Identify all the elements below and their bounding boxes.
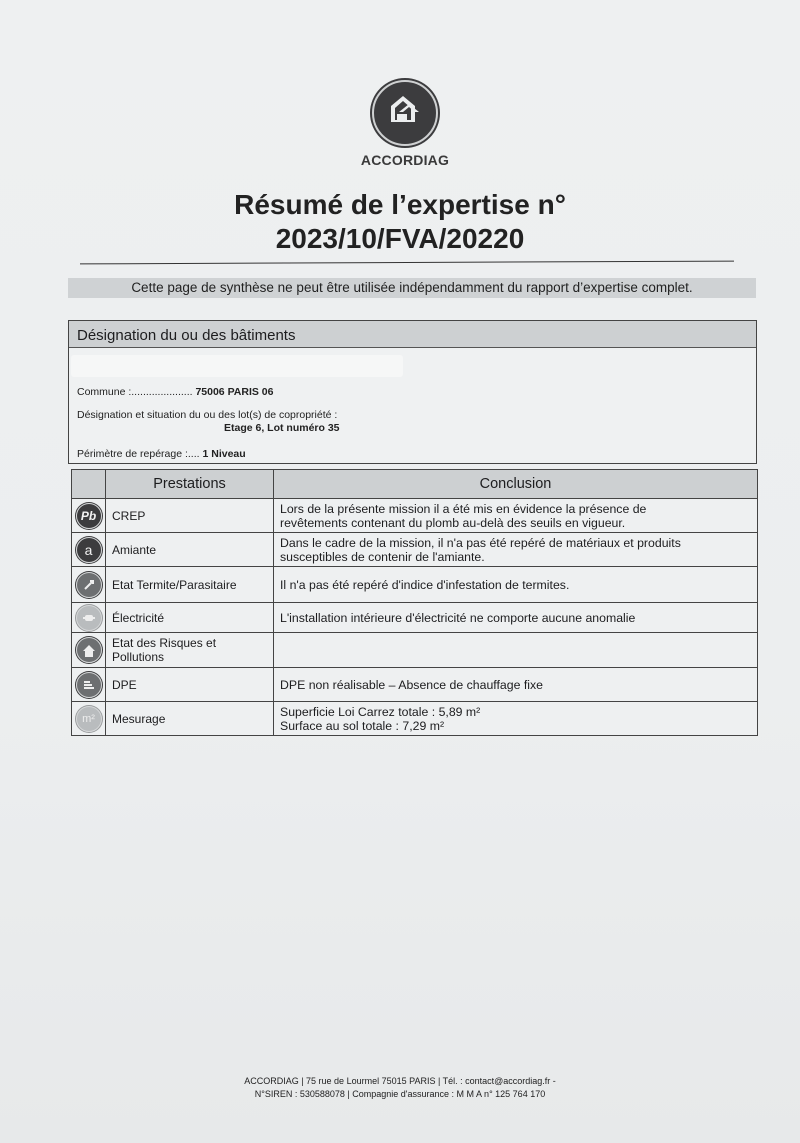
- row-conclusion: [274, 702, 758, 736]
- conclusion-line: revêtements contenant du plomb au-delà des seuils en vigueur.: [280, 515, 626, 530]
- row-label: Etat Termite/Parasitaire: [106, 567, 274, 603]
- commune-line: [77, 386, 273, 398]
- company-name: ACCORDIAG: [360, 152, 450, 168]
- dpe-energy-icon: [76, 672, 102, 698]
- prestations-table: [71, 469, 758, 736]
- conclusion-line: Superficie Loi Carrez totale : 5,89 m²: [280, 704, 481, 719]
- footer-line-1: ACCORDIAG | 75 rue de Lourmel 75015 PARIS | Tél. : contact@accordiag.fr -: [244, 1076, 556, 1086]
- row-conclusion: L'installation intérieure d'électricité ne comporte aucune anomalie: [274, 603, 758, 633]
- perimetre-value: 1 Niveau: [202, 448, 246, 460]
- electricity-plug-icon: [76, 605, 102, 631]
- perimetre-line: [77, 448, 246, 460]
- company-logo: [355, 80, 455, 168]
- header-conclusion: Conclusion: [274, 470, 758, 499]
- row-conclusion: [274, 633, 758, 668]
- row-conclusion: Il n'a pas été repéré d'indice d'infestation de termites.: [274, 567, 758, 603]
- conclusion-line: Lors de la présente mission il a été mis en évidence la présence de: [280, 501, 647, 516]
- row-label: DPE: [106, 668, 274, 702]
- situation-label: Désignation et situation du ou des lot(s) de copropriété :: [77, 409, 338, 421]
- table-row: [72, 633, 758, 668]
- table-row: [72, 702, 758, 736]
- commune-value: 75006 PARIS 06: [195, 386, 274, 398]
- row-label: Électricité: [106, 603, 274, 633]
- footer-line-2: N°SIREN : 530588078 | Compagnie d'assurance : M M A n° 125 764 170: [254, 1089, 546, 1099]
- redacted-area: [71, 355, 403, 377]
- header-prestations: Prestations: [106, 470, 274, 499]
- accordiag-logo-icon: [372, 80, 438, 146]
- asbestos-a-icon: a: [76, 537, 102, 563]
- lead-pb-icon: Pb: [76, 503, 102, 529]
- page-footer: [0, 1075, 800, 1101]
- table-row: [72, 668, 758, 702]
- situation-value-text: Etage 6, Lot numéro 35: [224, 422, 340, 434]
- row-label: Etat des Risques et Pollutions: [106, 633, 274, 668]
- table-header-row: [72, 470, 758, 499]
- usage-notice: Cette page de synthèse ne peut être utilisée indépendamment du rapport d’expertise complet.: [68, 278, 756, 298]
- situation-value: [224, 422, 340, 434]
- row-conclusion: [274, 533, 758, 567]
- header-icon-cell: [72, 470, 106, 499]
- surface-m2-icon: m²: [76, 706, 102, 732]
- table-row: [72, 533, 758, 567]
- row-label: Amiante: [106, 533, 274, 567]
- row-label: Mesurage: [106, 702, 274, 736]
- table-row: [72, 499, 758, 533]
- conclusion-line: susceptibles de contenir de l'amiante.: [280, 549, 485, 564]
- building-designation-box: [68, 320, 757, 464]
- title-line-2: 2023/10/FVA/20220: [275, 223, 525, 254]
- table-row: [72, 603, 758, 633]
- house-risk-icon: [76, 637, 102, 663]
- perimetre-label: Périmètre de repérage :....: [77, 448, 200, 460]
- conclusion-line: Dans le cadre de la mission, il n'a pas été repéré de matériaux et produits: [280, 535, 681, 550]
- row-conclusion: [274, 499, 758, 533]
- termite-icon: [76, 572, 102, 598]
- row-conclusion: DPE non réalisable – Absence de chauffage fixe: [274, 668, 758, 702]
- commune-label: Commune :.....................: [77, 386, 193, 398]
- title-divider: [80, 261, 734, 265]
- row-label: CREP: [106, 499, 274, 533]
- table-row: [72, 567, 758, 603]
- conclusion-line: Surface au sol totale : 7,29 m²: [280, 718, 445, 733]
- title-line-1: Résumé de l’expertise n°: [234, 189, 566, 220]
- designation-heading: Désignation du ou des bâtiments: [69, 321, 756, 348]
- page-title: [0, 188, 800, 256]
